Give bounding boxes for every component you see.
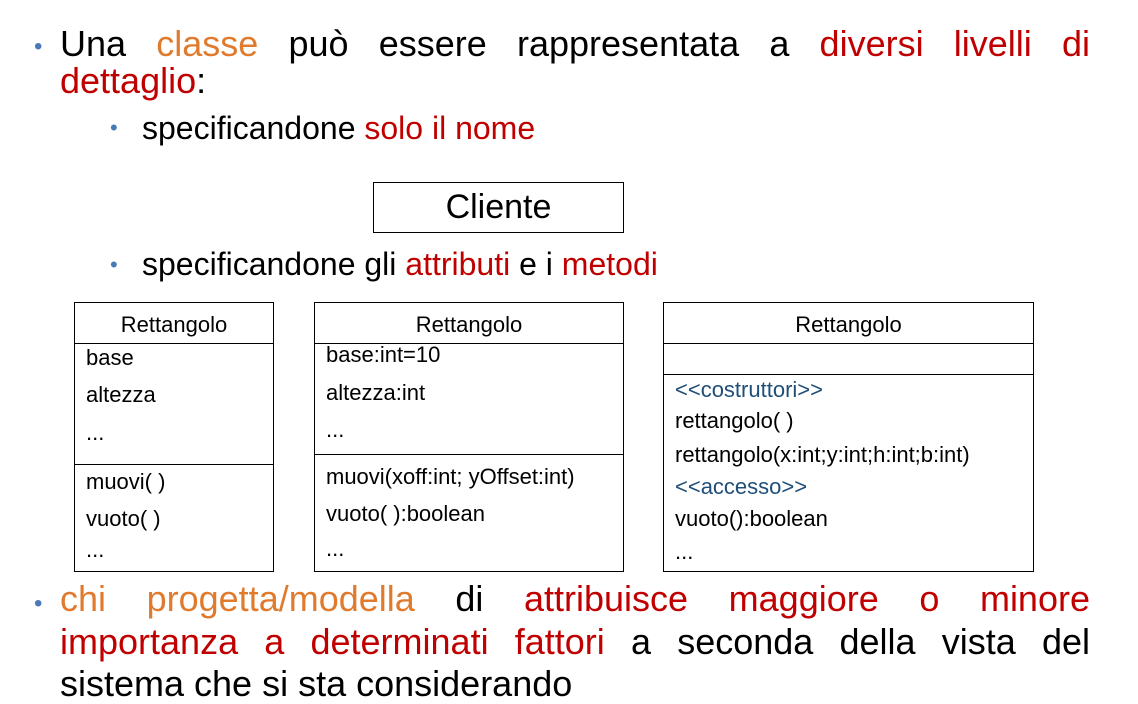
uml-class-box-1 <box>74 302 274 572</box>
keyword-levels: diversi livelli di <box>819 23 1090 64</box>
sub2-metodi: metodi <box>561 246 658 282</box>
uml3-name: Rettangolo <box>664 303 1033 344</box>
uml3-operations <box>664 374 1033 571</box>
intro-line-2 <box>60 60 207 101</box>
sub1-plain: specificandone <box>142 110 365 146</box>
uml1-attributes <box>75 344 273 464</box>
keyword-importance-1: attribuisce maggiore o minore <box>524 578 1090 619</box>
attribute: altezza:int <box>326 380 426 405</box>
attribute: base <box>86 345 134 370</box>
intro-text-2: può essere rappresentata a <box>258 23 820 64</box>
uml-class-box-3 <box>663 302 1034 572</box>
conclusion-line-3: sistema che si sta considerando <box>60 663 573 704</box>
sub-bullet-marker: • <box>110 115 118 140</box>
conclusion-line-1 <box>60 578 1090 619</box>
attribute: altezza <box>86 382 156 407</box>
sub2-plain-1: specificandone gli <box>142 246 406 282</box>
conclusion-line-2 <box>60 621 1090 662</box>
keyword-dettaglio: dettaglio <box>60 60 197 101</box>
keyword-importance-2: importanza a determinati fattori <box>60 621 605 662</box>
uml1-name: Rettangolo <box>75 303 273 344</box>
uml2-methods <box>315 454 623 571</box>
sub2-plain-2: e i <box>510 246 562 282</box>
uml2-attributes <box>315 344 623 454</box>
colon: : <box>196 60 207 101</box>
attribute: base:int=10 <box>326 342 441 367</box>
conclusion-text-1: di <box>414 578 524 619</box>
keyword-classe: classe <box>156 23 259 64</box>
method: muovi(xoff:int; yOffset:int) <box>326 464 575 489</box>
bullet-marker: • <box>34 33 43 60</box>
method: ... <box>326 536 345 561</box>
sub-bullet-marker: • <box>110 252 118 277</box>
sub2-attributi: attributi <box>405 246 511 282</box>
constructor: rettangolo( ) <box>675 408 794 433</box>
method: ... <box>86 537 105 562</box>
stereotype-access: <<accesso>> <box>675 474 808 499</box>
uml1-methods <box>75 464 273 571</box>
uml3-attributes <box>664 344 1033 374</box>
intro-line-1 <box>60 23 1090 64</box>
attribute: ... <box>86 420 105 445</box>
method: vuoto( ) <box>86 506 161 531</box>
conclusion-text-2: a seconda della vista del <box>604 621 1090 662</box>
sub-line-1 <box>142 110 535 146</box>
sub1-highlight: solo il nome <box>364 110 536 146</box>
method: muovi( ) <box>86 469 166 494</box>
class-box-cliente <box>373 182 624 233</box>
method: ... <box>675 539 694 564</box>
keyword-designer: chi progetta/modella <box>60 578 415 619</box>
intro-text-1: Una <box>60 23 157 64</box>
class-name-cliente: Cliente <box>445 188 552 226</box>
stereotype-constructors: <<costruttori>> <box>675 377 823 402</box>
uml-class-box-2 <box>314 302 624 572</box>
method: vuoto( ):boolean <box>326 501 485 526</box>
attribute: ... <box>326 417 345 442</box>
sub-line-2 <box>142 246 658 282</box>
constructor: rettangolo(x:int;y:int;h:int;b:int) <box>675 442 970 467</box>
method: vuoto():boolean <box>675 506 828 531</box>
uml2-name: Rettangolo <box>315 303 623 344</box>
bullet-marker: • <box>34 590 43 617</box>
